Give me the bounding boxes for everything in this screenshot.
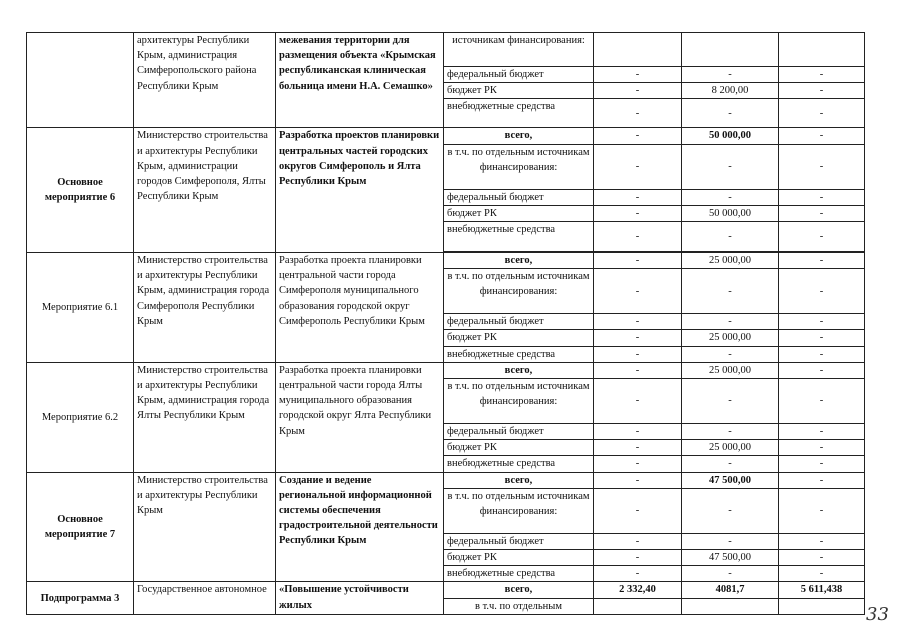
value-cell: -: [779, 83, 865, 99]
executor-cell: Министерство строительства и архитектуры Республики Крым, администрация города Ялты Республики Крым: [134, 362, 276, 472]
funding-source-cell: бюджет РК: [444, 83, 594, 99]
value-cell: -: [779, 67, 865, 83]
executor-cell: Министерство строительства и архитектуры Республики Крым: [134, 472, 276, 582]
table-row: [27, 253, 865, 269]
value-cell: 8 200,00: [682, 83, 779, 99]
value-cell: -: [594, 456, 682, 472]
funding-source-cell: внебюджетные средства: [444, 222, 594, 252]
value-cell: [682, 33, 779, 67]
funding-source-cell: внебюджетные средства: [444, 346, 594, 362]
funding-source-cell: в т.ч. по отдельным источникам финансирования:: [444, 379, 594, 424]
program-table: [26, 32, 865, 615]
funding-source-cell: в т.ч. по отдельным источникам финансирования:: [444, 144, 594, 189]
value-cell: -: [779, 346, 865, 362]
value-cell: 25 000,00: [682, 440, 779, 456]
funding-source-cell: всего,: [444, 472, 594, 488]
funding-source-cell: внебюджетные средства: [444, 456, 594, 472]
funding-source-cell: в т.ч. по отдельным источникам финансирования:: [444, 269, 594, 314]
value-cell: -: [682, 67, 779, 83]
funding-source-cell: бюджет РК: [444, 440, 594, 456]
funding-source-cell: всего,: [444, 253, 594, 269]
value-cell: -: [779, 222, 865, 252]
funding-source-cell: внебюджетные средства: [444, 566, 594, 582]
value-cell: -: [594, 488, 682, 533]
funding-source-cell: бюджет РК: [444, 205, 594, 221]
funding-source-cell: федеральный бюджет: [444, 314, 594, 330]
executor-cell: Государственное автономное: [134, 582, 276, 614]
value-cell: -: [682, 379, 779, 424]
value-cell: -: [779, 128, 865, 144]
value-cell: -: [779, 189, 865, 205]
value-cell: -: [682, 99, 779, 128]
event-name-cell: Разработка проектов планировки центральных частей городских округов Симферополь и Ялта Республики Крым: [276, 128, 444, 253]
funding-source-cell: всего,: [444, 362, 594, 378]
event-label-cell: Мероприятие 6.1: [27, 253, 134, 363]
event-label-cell: Основное мероприятие 6: [27, 128, 134, 253]
value-cell: -: [779, 424, 865, 440]
value-cell: -: [594, 346, 682, 362]
funding-source-cell: внебюджетные средства: [444, 99, 594, 128]
value-cell: -: [779, 566, 865, 582]
event-label-cell: Мероприятие 6.2: [27, 362, 134, 472]
table-row: [27, 582, 865, 598]
value-cell: -: [594, 269, 682, 314]
value-cell: [594, 598, 682, 614]
value-cell: -: [682, 566, 779, 582]
value-cell: -: [779, 362, 865, 378]
table-row: [27, 362, 865, 378]
value-cell: -: [594, 99, 682, 128]
funding-source-cell: федеральный бюджет: [444, 189, 594, 205]
event-label-cell: Основное мероприятие 7: [27, 472, 134, 582]
funding-source-cell: федеральный бюджет: [444, 533, 594, 549]
executor-cell: Министерство строительства и архитектуры Республики Крым, администрации городов Симферополя, Ялты Республики Крым: [134, 128, 276, 253]
value-cell: [594, 33, 682, 67]
value-cell: -: [779, 440, 865, 456]
value-cell: -: [594, 144, 682, 189]
funding-source-cell: в т.ч. по отдельным: [444, 598, 594, 614]
value-cell: -: [594, 440, 682, 456]
value-cell: -: [594, 253, 682, 269]
value-cell: -: [779, 205, 865, 221]
value-cell: -: [779, 314, 865, 330]
value-cell: -: [594, 314, 682, 330]
funding-source-cell: федеральный бюджет: [444, 424, 594, 440]
value-cell: -: [594, 83, 682, 99]
event-name-cell: «Повышение устойчивости жилых: [276, 582, 444, 614]
label-cell: [27, 33, 134, 128]
value-cell: -: [594, 472, 682, 488]
value-cell: -: [779, 144, 865, 189]
value-cell: -: [779, 330, 865, 346]
value-cell: -: [594, 533, 682, 549]
value-cell: -: [594, 67, 682, 83]
executor-cell: архитектуры Республики Крым, администрация Симферопольского района Республики Крым: [134, 33, 276, 128]
value-cell: -: [779, 533, 865, 549]
value-cell: -: [682, 424, 779, 440]
value-cell: -: [682, 189, 779, 205]
value-cell: 50 000,00: [682, 128, 779, 144]
value-cell: -: [594, 379, 682, 424]
table-row: [27, 472, 865, 488]
value-cell: 4081,7: [682, 582, 779, 598]
value-cell: [779, 33, 865, 67]
event-label-cell: Подпрограмма 3: [27, 582, 134, 614]
funding-source-cell: всего,: [444, 582, 594, 598]
event-name-cell: Создание и ведение региональной информационной системы обеспечения градостроительной деятельности Республики Крым: [276, 472, 444, 582]
event-name-cell: Разработка проекта планировки центральной части города Ялты муниципального образования городской округ Ялта Республики Крым: [276, 362, 444, 472]
value-cell: -: [594, 222, 682, 252]
value-cell: -: [779, 379, 865, 424]
value-cell: -: [682, 533, 779, 549]
value-cell: 50 000,00: [682, 205, 779, 221]
value-cell: -: [682, 488, 779, 533]
funding-source-cell: источникам финансирования:: [444, 33, 594, 67]
value-cell: -: [682, 346, 779, 362]
value-cell: 25 000,00: [682, 362, 779, 378]
value-cell: 2 332,40: [594, 582, 682, 598]
funding-source-cell: всего,: [444, 128, 594, 144]
value-cell: 25 000,00: [682, 253, 779, 269]
value-cell: 47 500,00: [682, 550, 779, 566]
table-row: [27, 33, 865, 67]
value-cell: -: [594, 566, 682, 582]
funding-source-cell: бюджет РК: [444, 330, 594, 346]
value-cell: -: [594, 128, 682, 144]
value-cell: [779, 598, 865, 614]
event-name-cell: межевания территории для размещения объекта «Крымская республиканская клиническая больница имени Н.А. Семашко»: [276, 33, 444, 128]
executor-cell: Министерство строительства и архитектуры Республики Крым, администрация города Симферополя Республики Крым: [134, 253, 276, 363]
value-cell: [682, 598, 779, 614]
value-cell: -: [779, 472, 865, 488]
value-cell: -: [682, 222, 779, 252]
value-cell: -: [594, 189, 682, 205]
value-cell: 25 000,00: [682, 330, 779, 346]
funding-source-cell: бюджет РК: [444, 550, 594, 566]
value-cell: -: [594, 550, 682, 566]
page-number: 33: [866, 604, 889, 625]
funding-source-cell: в т.ч. по отдельным источникам финансирования:: [444, 488, 594, 533]
value-cell: -: [594, 362, 682, 378]
value-cell: -: [779, 99, 865, 128]
value-cell: -: [682, 456, 779, 472]
value-cell: -: [779, 253, 865, 269]
value-cell: -: [594, 330, 682, 346]
funding-source-cell: федеральный бюджет: [444, 67, 594, 83]
value-cell: -: [779, 456, 865, 472]
value-cell: -: [682, 144, 779, 189]
value-cell: -: [779, 550, 865, 566]
table-row: [27, 128, 865, 144]
value-cell: -: [779, 488, 865, 533]
value-cell: -: [682, 269, 779, 314]
event-name-cell: Разработка проекта планировки центральной части города Симферополя муниципального образования городской округ Симферополь Республики Крым: [276, 253, 444, 363]
value-cell: -: [594, 205, 682, 221]
value-cell: 5 611,438: [779, 582, 865, 598]
value-cell: -: [779, 269, 865, 314]
value-cell: -: [682, 314, 779, 330]
value-cell: -: [594, 424, 682, 440]
value-cell: 47 500,00: [682, 472, 779, 488]
